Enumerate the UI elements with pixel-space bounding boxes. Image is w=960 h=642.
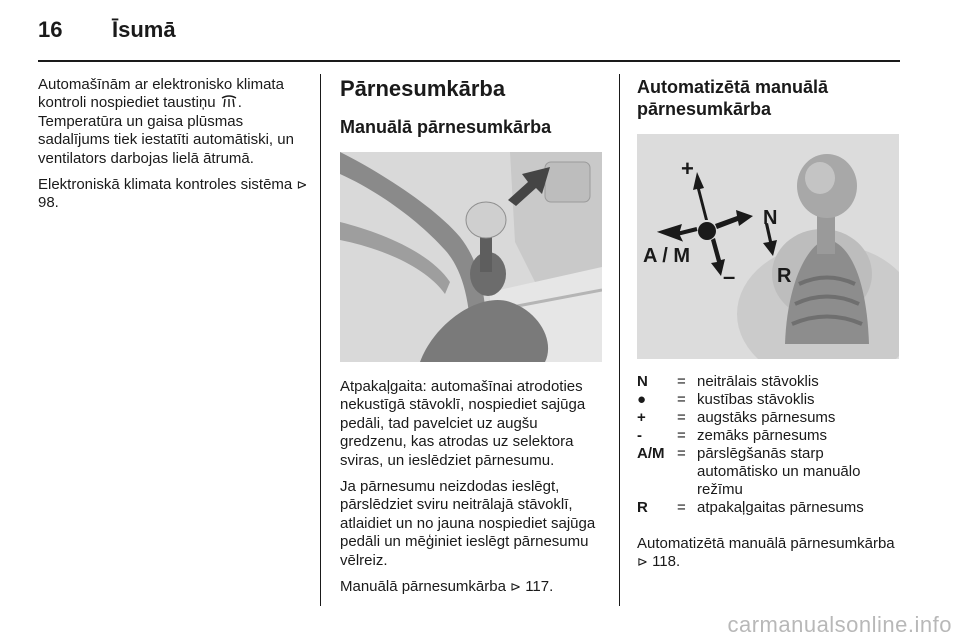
manual-gearbox-reference[interactable]: Manuālā pārnesumkārba ⊳ 117.: [340, 578, 554, 596]
page-ref-arrow-icon: ⊳: [510, 579, 522, 595]
legend-row: - = zemāks pārnesums: [637, 427, 828, 444]
manual-gear-lever-illustration: [340, 152, 602, 362]
column-divider-1: [320, 74, 321, 606]
gear-legend-table: [637, 373, 902, 517]
gearbox-heading: Pārnesumkārba: [340, 76, 506, 101]
minus-label: –: [723, 264, 736, 289]
column-1: [38, 76, 310, 221]
column-divider-2: [619, 74, 620, 606]
reverse-gear-paragraph: Atpakaļgaita: automašīnai atrodoties nekustīgā stāvoklī, nospiediet sajūga pedāli, tad pavelciet uz augšu gredzenu, kas atrodas uz selektora sviras, un ieslēdziet pārnesumu.: [340, 378, 586, 469]
automated-gearbox-heading: Automatizētā manuālā pārnesumkārba: [637, 77, 829, 119]
legend-row: A/M = pārslēgšanās starp automātisko un manuālo režīmu: [637, 445, 861, 498]
section-title: Īsumā: [112, 17, 176, 42]
column-3: [637, 76, 902, 580]
climate-paragraph: Automašīnām ar elektronisko klimata kontroli nospiediet taustiņu . Temperatūra un gaisa plūsmas sadalījums tiek iestatīti automātiski, un ventilators darbojas lielā ātrumā.: [38, 76, 294, 167]
header-rule: [38, 60, 900, 62]
reverse-label: R: [777, 265, 792, 287]
am-label: A / M: [643, 245, 691, 267]
legend-row: + = augstāks pārnesums: [637, 409, 836, 426]
climate-reference[interactable]: Elektroniskā klimata kontroles sistēma ⊳ 98.: [38, 176, 308, 212]
legend-row: ● = kustības stāvoklis: [637, 391, 815, 408]
fan-icon: [220, 95, 238, 108]
page-header: [0, 0, 960, 62]
legend-row: R = atpakaļgaitas pārnesums: [637, 499, 864, 516]
page-number: 16: [38, 17, 63, 42]
plus-label: +: [681, 156, 694, 181]
page-ref-arrow-icon: ⊳: [296, 177, 308, 193]
page-ref-arrow-icon: ⊳: [637, 554, 648, 570]
legend-row: N = neitrālais stāvoklis: [637, 373, 819, 390]
retry-paragraph: Ja pārnesumu neizdodas ieslēgt, pārslēdziet sviru neitrālajā stāvoklī, atlaidiet un no jauna nospiediet sajūga pedāli un mēģiniet ieslēgt pārnesumu vēlreiz.: [340, 478, 596, 569]
column-2: [340, 76, 605, 604]
automated-gearbox-reference[interactable]: Automatizētā manuālā pārnesumkārba ⊳ 118.: [637, 535, 895, 571]
automated-gear-selector-illustration: [637, 134, 899, 359]
neutral-label: N: [763, 207, 778, 229]
watermark: carmanualsonline.info: [727, 612, 952, 637]
manual-gearbox-heading: Manuālā pārnesumkārba: [340, 117, 552, 137]
